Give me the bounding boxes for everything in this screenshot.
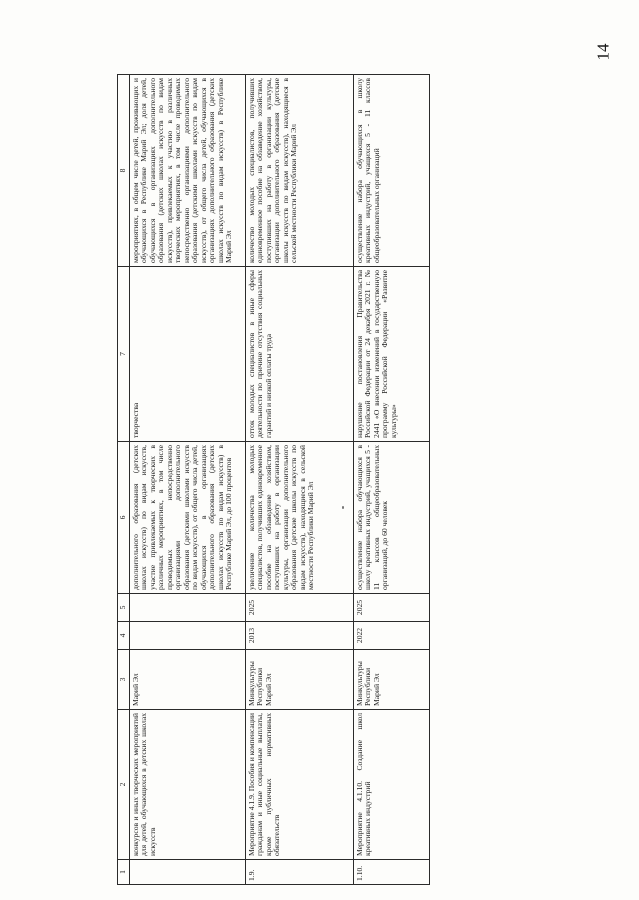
related-indicator: мероприятиях, в общем числе детей, проживающих и обучающихся в Республике Марий Эл; доля детей, обучающихся в организациях дополнительного образования (детских школах искусств по видам искусств), привлекаемых к участию в различных творческих мероприятиях, в том числе проводимых непосредственно организациями дополнительного образования (детскими школами искусств по видам искусств), от общего числа детей, обучающихся в организациях дополнительного образования (детских школах искусств по видам искусств) в Республике Марий Эл [129,75,245,267]
start-year: 2013 [245,622,353,650]
table-row [129,75,245,885]
scan-artifact [342,506,344,509]
program-events-table [117,74,430,885]
row-number: 1.10. [353,860,429,885]
non-implementation-consequences: нарушение постановления Правительства Российской Федерации от 24 декабря 2021 г. № 2441 «О внесении изменений в государственную программу Российской Федерации «Развитие культуры» [353,267,429,442]
end-year [129,594,245,622]
row-number: 1.9. [245,860,353,885]
related-indicator: количество молодых специалистов, получивших единовременное пособие на обзаведение хозяйством, поступивших на работу в организации культуры, организации дополнительного образования (детские школы искусств по видам искусств), находящиеся в сельской местности Республики Марий Эл [245,75,353,267]
column-header: 2 [118,710,130,860]
column-header: 4 [118,622,130,650]
row-number [129,860,245,885]
column-header: 8 [118,75,130,267]
event-name: Мероприятие 4.1.10. Создание школ креативных индустрий [353,710,429,860]
table-row [353,75,429,885]
column-header: 3 [118,650,130,710]
non-implementation-consequences: творчества [129,267,245,442]
related-indicator: осуществление набора обучающихся в школу креативных индустрий, учащихся 5 - 11 классов общеобразовательных организаций [353,75,429,267]
end-year: 2025 [353,594,429,622]
expected-result: осуществление набора обучающихся в школу креативных индустрий, учащихся 5 - 11 классов общеобразовательных организаций, до 60 человек [353,442,429,594]
event-name: Мероприятие 4.1.9. Пособия и компенсации гражданам и иные социальные выплаты, кроме публичных нормативных обязательств [245,710,353,860]
event-name: конкурсов и иных творческих мероприятий для детей, обучающихся в детских школах искусств [129,710,245,860]
column-header: 1 [118,860,130,885]
end-year: 2025 [245,594,353,622]
expected-result: увеличение количества молодых специалистов, получивших единовременное пособие на обзаведение хозяйством, поступивших на работу в организации культуры, организации дополнительного образования (детские школы искусств по видам искусств), находящиеся в сельской местности Республики Марий Эл [245,442,353,594]
table-row [245,75,353,885]
start-year [129,622,245,650]
column-header: 7 [118,267,130,442]
non-implementation-consequences: отток молодых специалистов в иные сферы деятельности по причине отсутствия социальных гарантий и низкой оплаты труда [245,267,353,442]
responsible-executor: Минкультуры Республики Марий Эл [245,650,353,710]
rotated-table-wrapper [117,75,577,885]
column-header: 5 [118,594,130,622]
responsible-executor: Минкультуры Республики Марий Эл [353,650,429,710]
column-number-row [118,75,130,885]
page-number: 14 [593,43,612,61]
responsible-executor: Марий Эл [129,650,245,710]
column-header: 6 [118,442,130,594]
expected-result: дополнительного образования (детских школах искусств) по видам искусств, участие привлекаемых к творческих в различных мероприятиях, в том числе проводимых непосредственно организациями дополнительного образования (детскими школами искусств по видам искусств), от общего числа детей, обучающихся в организациях дополнительного образования (детских школах искусств по видам искусств) в Республике Марий Эл, до 100 процентов [129,442,245,594]
start-year: 2022 [353,622,429,650]
